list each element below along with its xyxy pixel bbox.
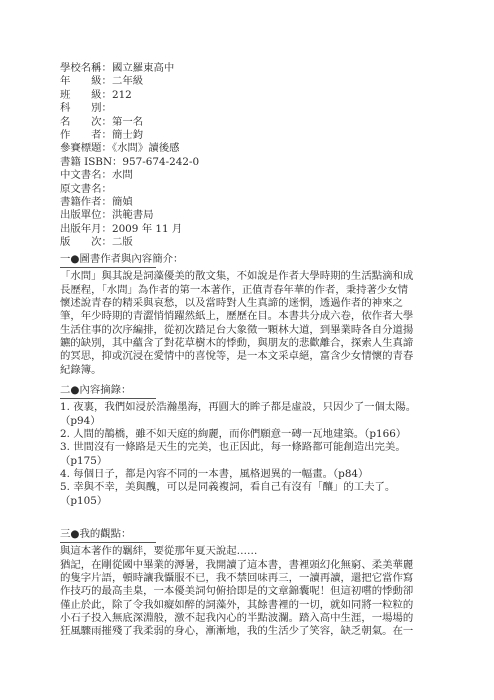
my-view-paragraph: [60, 545, 440, 638]
excerpt-line: （p175）: [60, 454, 108, 467]
paragraph-line: 作技巧的最高圭臬，一本優美詞句俯拾即是的文章錦囊呢！但這初嚐的悸動卻: [60, 585, 414, 598]
paragraph-line: 與這本著作的羈絆，要從那年夏天說起……: [60, 545, 258, 558]
publisher: 出版單位：洪範書局: [60, 209, 154, 222]
excerpts-list: [60, 401, 440, 508]
section-introduction: [60, 253, 440, 377]
section-divider: [60, 267, 156, 268]
publication-date: 出版年月：2009 年 11 月: [60, 222, 183, 235]
section-my-view-title: 三●我的觀點：: [60, 528, 132, 540]
paragraph-line: 僅止於此，除了令我如癡如醉的詞藻外，其餘書裡的一切，就如同將一粒粒的: [60, 598, 414, 611]
excerpt-line: 4. 每個日子，都是內容不同的一本書，風格迥異的一幅畫。（p84）: [60, 467, 369, 480]
paragraph-line: 長歷程，「水問」為作者的第一本著作，正值青春年華的作者，秉持著少女情: [60, 283, 409, 296]
book-author: 書籍作者：簡媜: [60, 195, 133, 208]
section-divider: [60, 542, 156, 543]
grade: 年 級：二年級: [60, 75, 144, 88]
school-name: 學校名稱：國立羅東高中: [60, 62, 175, 74]
paragraph-line: 懷述說青春的精采與哀愁，以及當時對人生真諦的迷惘，透過作者的神來之: [60, 296, 403, 309]
paragraph-line: 「水問」與其說是詞藻優美的散文集，不如說是作者大學時期的生活點滴和成: [60, 270, 414, 283]
introduction-paragraph: [60, 270, 440, 377]
class: 班 級：212: [60, 88, 132, 101]
ranking: 名 次：第一名: [60, 115, 144, 128]
excerpt-line: 5. 幸與不幸，美與醜，可以是同義複詞，看自己有沒有「釀」的工夫了。: [60, 481, 396, 494]
paragraph-line: 生活住事的次序編排，從初次踏足台大象徵一顆林大道，到畢業時各自分道揚: [60, 323, 414, 336]
original-book-title: 原文書名：: [60, 182, 112, 195]
paragraph-line: 猶記，在剛從國中畢業的溽暑，我開讀了這本書，書裡頭幻化無窮、柔美華麗: [60, 558, 414, 571]
excerpt-line: （p105）: [60, 494, 108, 507]
paragraph-line: 紀錄簿。: [60, 363, 102, 376]
paragraph-line: 筆，年少時期的青澀悄悄躍然紙上，歷歷在目。本書共分成六卷，依作者大學: [60, 310, 414, 323]
chinese-book-title: 中文書名：水問: [60, 169, 133, 182]
edition: 版 次：二版: [60, 236, 133, 249]
section-excerpts-title: 二●內容摘錄：: [60, 384, 132, 396]
section-introduction-title: 一●圖書作者與內容簡介：: [60, 253, 184, 265]
paragraph-line: 鑣的缺別，其中蘊含了對花草樹木的悸動，與朋友的悲歡離合，探索人生真諦: [60, 336, 414, 349]
section-my-view: [60, 528, 440, 639]
paragraph-line: 的冥思，抑或沉浸在愛情中的喜悅等，是一本文采卓絕，富含少女情懷的青春: [60, 350, 414, 363]
paragraph-line: 狂風驟雨摧殘了我柔弱的身心，漸漸地，我的生活少了笑容，缺乏朝氣。在一: [60, 625, 414, 638]
paragraph-line: 小石子投入無底深淵般，激不起我內心的半點波瀾。踏入高中生涯，一場場的: [60, 611, 414, 624]
excerpt-line: （p94）: [60, 414, 101, 427]
paragraph-line: 的隻字片語，頓時讓我懾服不已，我不禁回味再三，一讀再讀，還把它當作寫: [60, 571, 414, 584]
excerpt-line: 2. 人間的鵲橋，雖不如天庭的絢麗，而你們願意一磚一瓦地建築。（p166）: [60, 427, 407, 440]
entry-info-block: [60, 62, 199, 249]
author: 作 者：簡士鈞: [60, 128, 144, 141]
department: 科 別：: [60, 102, 112, 115]
book-isbn: 書籍 ISBN：957-674-242-0: [60, 155, 200, 168]
entry-title: 參賽標題：《水問》讀後感: [60, 142, 180, 155]
section-excerpts: [60, 384, 440, 508]
section-divider: [60, 398, 156, 399]
excerpt-line: 1. 夜裏，我們如浸於浩瀚墨海，再圓大的眸子都是虛設，只因少了一個太陽。: [60, 401, 417, 414]
excerpt-line: 3. 世間沒有一條路是天生的完美，也正因此，每一條路都可能創造出完美。: [60, 441, 406, 454]
